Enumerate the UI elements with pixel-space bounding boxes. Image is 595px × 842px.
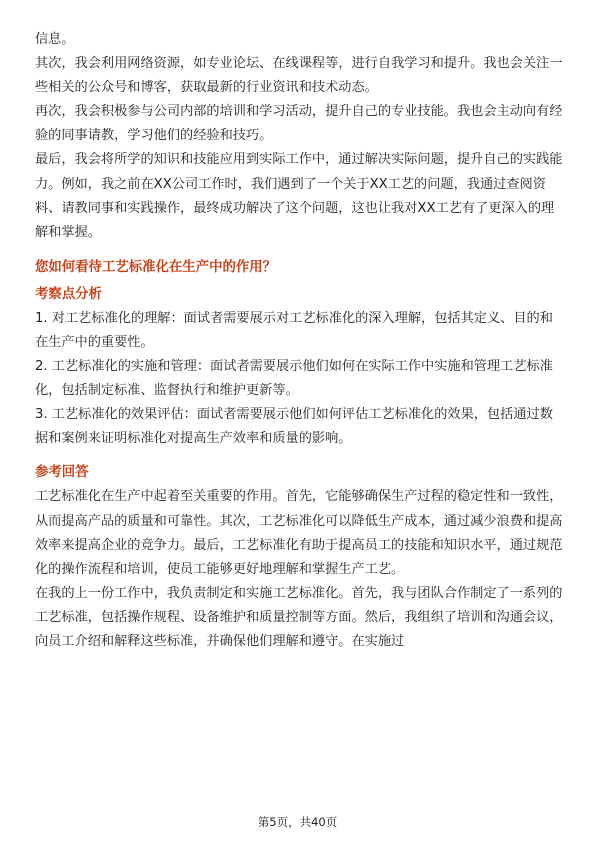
- top-section: [35, 28, 565, 245]
- question-heading: 您如何看待工艺标准化在生产中的作用？: [35, 259, 277, 275]
- paragraph: 最后，我会将所学的知识和技能应用到实际工作中，通过解决实际问题，提升自己的实践能力。例如，我之前在XX公司工作时，我们遇到了一个关于XX工艺的问题，我通过查阅资料、请教同事和实践操作，最终成功解决了这个问题，这也让我对XX工艺有了更深入的理解和掌握。: [35, 152, 563, 240]
- analysis-point: 3. 工艺标准化的效果评估：面试者需要展示他们如何评估工艺标准化的效果，包括通过数据和案例来证明标准化对提高生产效率和质量的影响。: [35, 407, 553, 447]
- paragraph: 再次，我会积极参与公司内部的培训和学习活动，提升自己的专业技能。我也会主动向有经验的同事请教，学习他们的经验和技巧。: [35, 104, 563, 144]
- page-number: 第5页，共40页: [257, 815, 338, 829]
- analysis-point: 2. 工艺标准化的实施和管理：面试者需要展示他们如何在实际工作中实施和管理工艺标准化，包括制定标准、监督执行和维护更新等。: [35, 359, 553, 399]
- paragraph: 其次，我会利用网络资源，如专业论坛、在线课程等，进行自我学习和提升。我也会关注一些相关的公众号和博客，获取最新的行业资讯和技术动态。: [35, 56, 563, 96]
- answer-paragraph: 工艺标准化在生产中起着至关重要的作用。首先，它能够确保生产过程的稳定性和一致性，从而提高产品的质量和可靠性。其次，工艺标准化可以降低生产成本，通过减少浪费和提高效率来提高企业的竞争力。最后，工艺标准化有助于提高员工的技能和知识水平，通过规范化的操作流程和培训，使员工能够更好地理解和掌握生产工艺。: [35, 489, 563, 577]
- answer-section: [35, 485, 565, 654]
- answer-heading: 参考回答: [35, 465, 89, 481]
- answer-paragraph: 在我的上一份工作中，我负责制定和实施工艺标准化。首先，我与团队合作制定了一系列的工艺标准，包括操作规程、设备维护和质量控制等方面。然后，我组织了培训和沟通会议，向员工介绍和解释这些标准，并确保他们理解和遵守。在实施过: [35, 585, 563, 649]
- paragraph: 信息。: [35, 32, 75, 47]
- document-body: [35, 28, 565, 654]
- analysis-list: [35, 307, 565, 452]
- analysis-heading: 考察点分析: [35, 286, 102, 302]
- analysis-point: 1. 对工艺标准化的理解：面试者需要展示对工艺标准化的深入理解，包括其定义、目的和在生产中的重要性。: [35, 310, 553, 350]
